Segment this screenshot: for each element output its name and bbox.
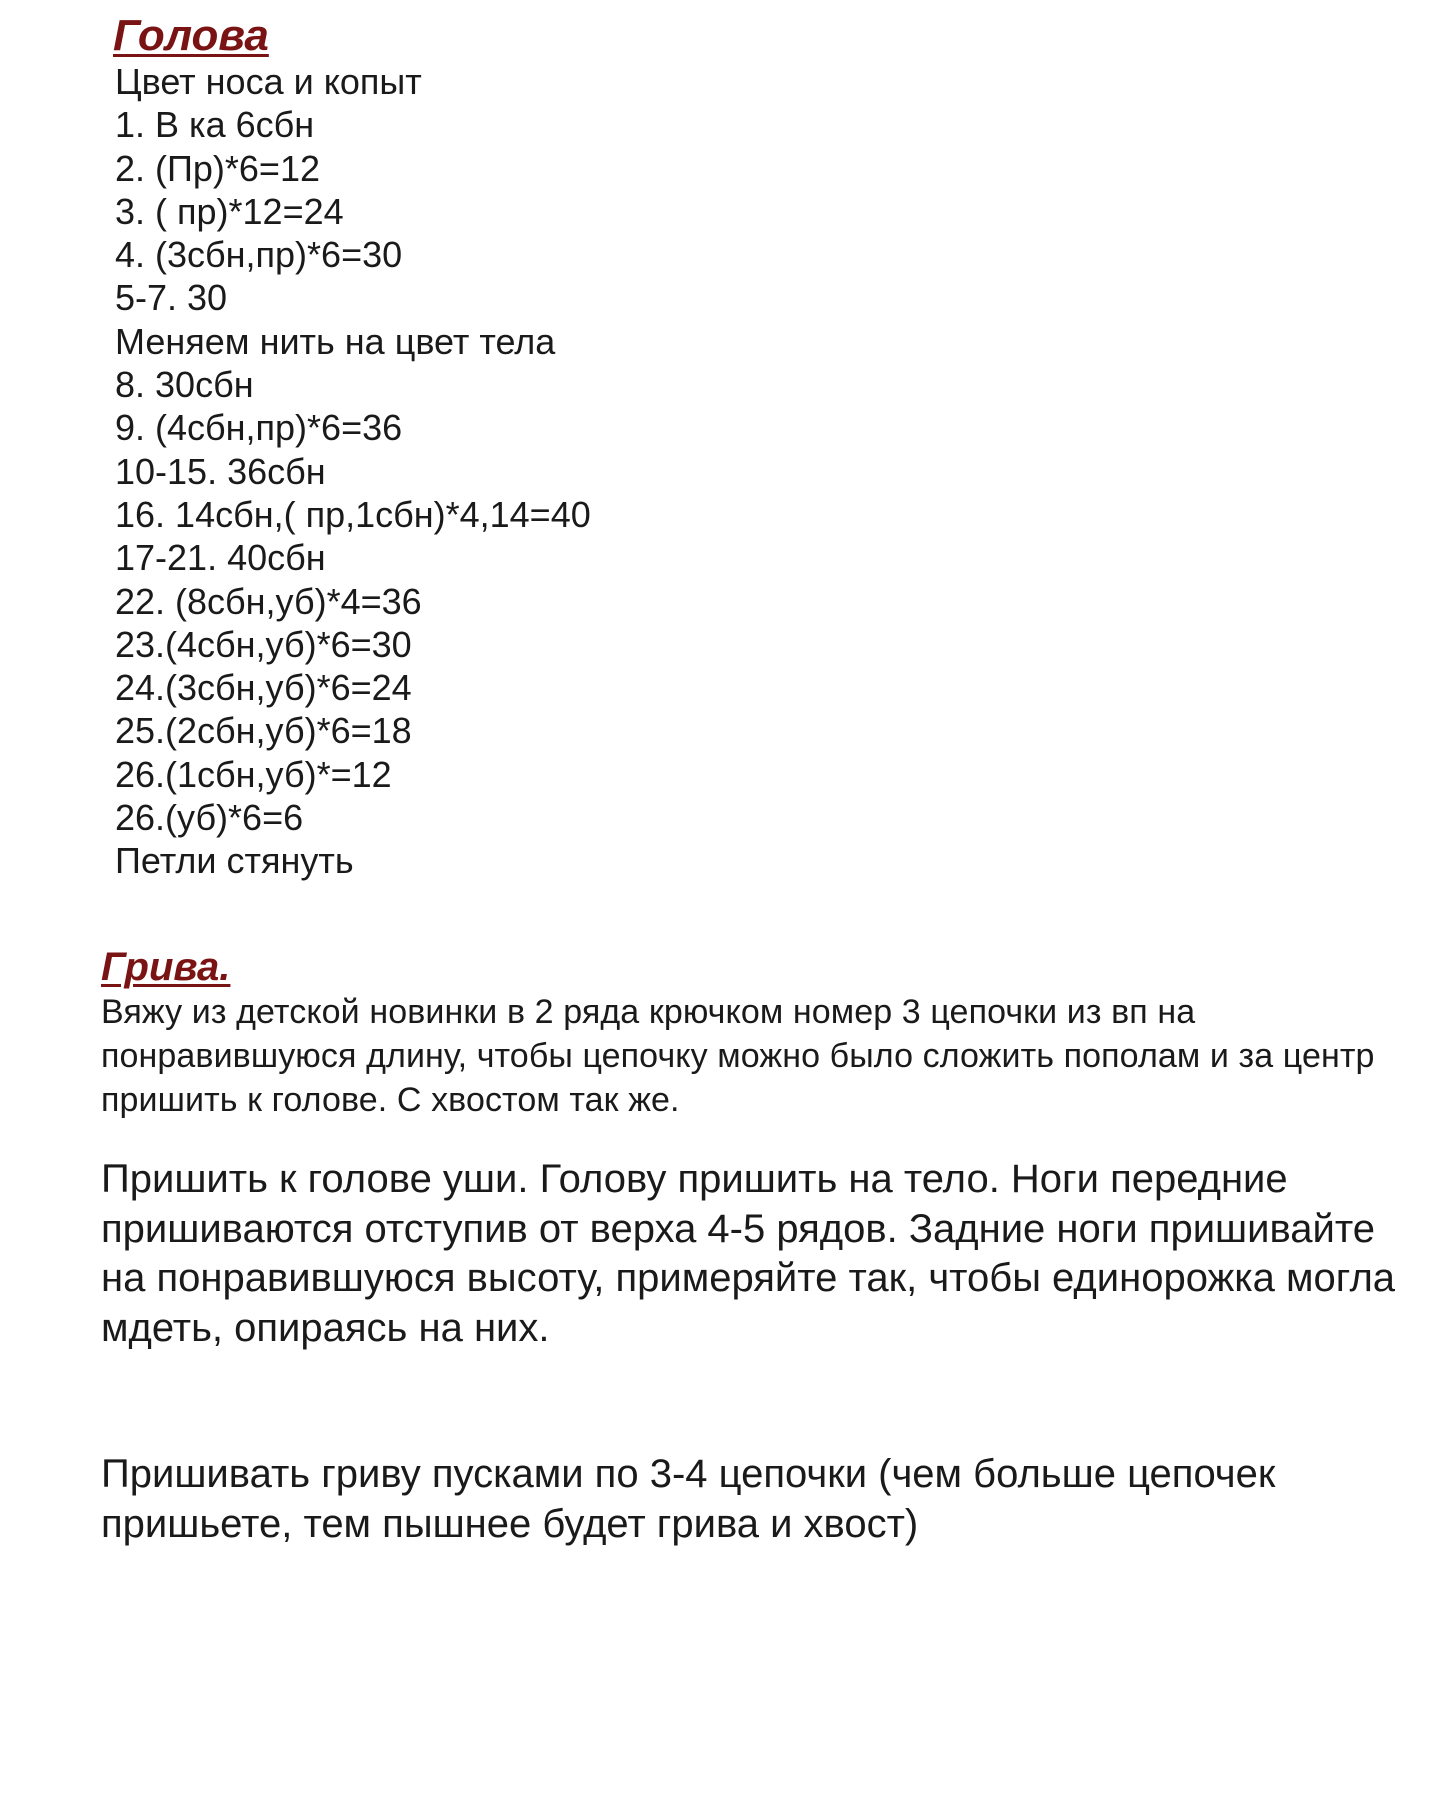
pattern-line: 26.(уб)*6=6 — [115, 797, 304, 839]
pattern-line: 1. В ка 6сбн — [115, 104, 315, 146]
assembly-instructions: Пришить к голове уши. Голову пришить на тело. Ноги передние пришиваются отступив от верха 4-5 рядов. Задние ноги пришивайте на понравившуюся высоту, примеряйте так, чтобы единорожка могла мдеть, опираясь на них. — [101, 1157, 1396, 1350]
pattern-line: 23.(4сбн,уб)*6=30 — [115, 623, 412, 665]
pattern-line: 8. 30сбн — [115, 364, 254, 406]
pattern-line: 9. (4сбн,пр)*6=36 — [115, 407, 403, 449]
pattern-line: 25.(2сбн,уб)*6=18 — [115, 710, 412, 752]
pattern-line: Меняем нить на цвет тела — [115, 320, 556, 362]
head-pattern-list — [115, 60, 591, 883]
pattern-line: 2. (Пр)*6=12 — [115, 147, 320, 189]
pattern-line: 26.(1сбн,уб)*=12 — [115, 753, 392, 795]
pattern-line: 3. ( пр)*12=24 — [115, 190, 344, 232]
mane-instructions: Вяжу из детской новинки в 2 ряда крючком номер 3 цепочки из вп на понравившуюся длину, чтобы цепочку можно было сложить пополам и за центр пришить к голове. С хвостом так же. — [101, 993, 1375, 1119]
pattern-line: 17-21. 40сбн — [115, 537, 326, 579]
pattern-line: 4. (3сбн,пр)*6=30 — [115, 234, 403, 276]
mane-sewing-instructions: Пришивать гриву пусками по 3-4 цепочки (чем больше цепочек пришьете, тем пышнее будет грива и хвост) — [101, 1452, 1276, 1546]
pattern-line: 16. 14сбн,( пр,1сбн)*4,14=40 — [115, 493, 591, 535]
pattern-line: 24.(3сбн,уб)*6=24 — [115, 667, 412, 709]
pattern-line: 5-7. 30 — [115, 277, 228, 319]
pattern-line: 22. (8сбн,уб)*4=36 — [115, 580, 422, 622]
mane-section-title: Грива. — [101, 945, 231, 989]
pattern-line: Цвет носа и копыт — [115, 61, 422, 102]
pattern-line: Петли стянуть — [115, 840, 354, 882]
pattern-line: 10-15. 36сбн — [115, 450, 326, 492]
head-section-title: Голова — [113, 11, 269, 60]
